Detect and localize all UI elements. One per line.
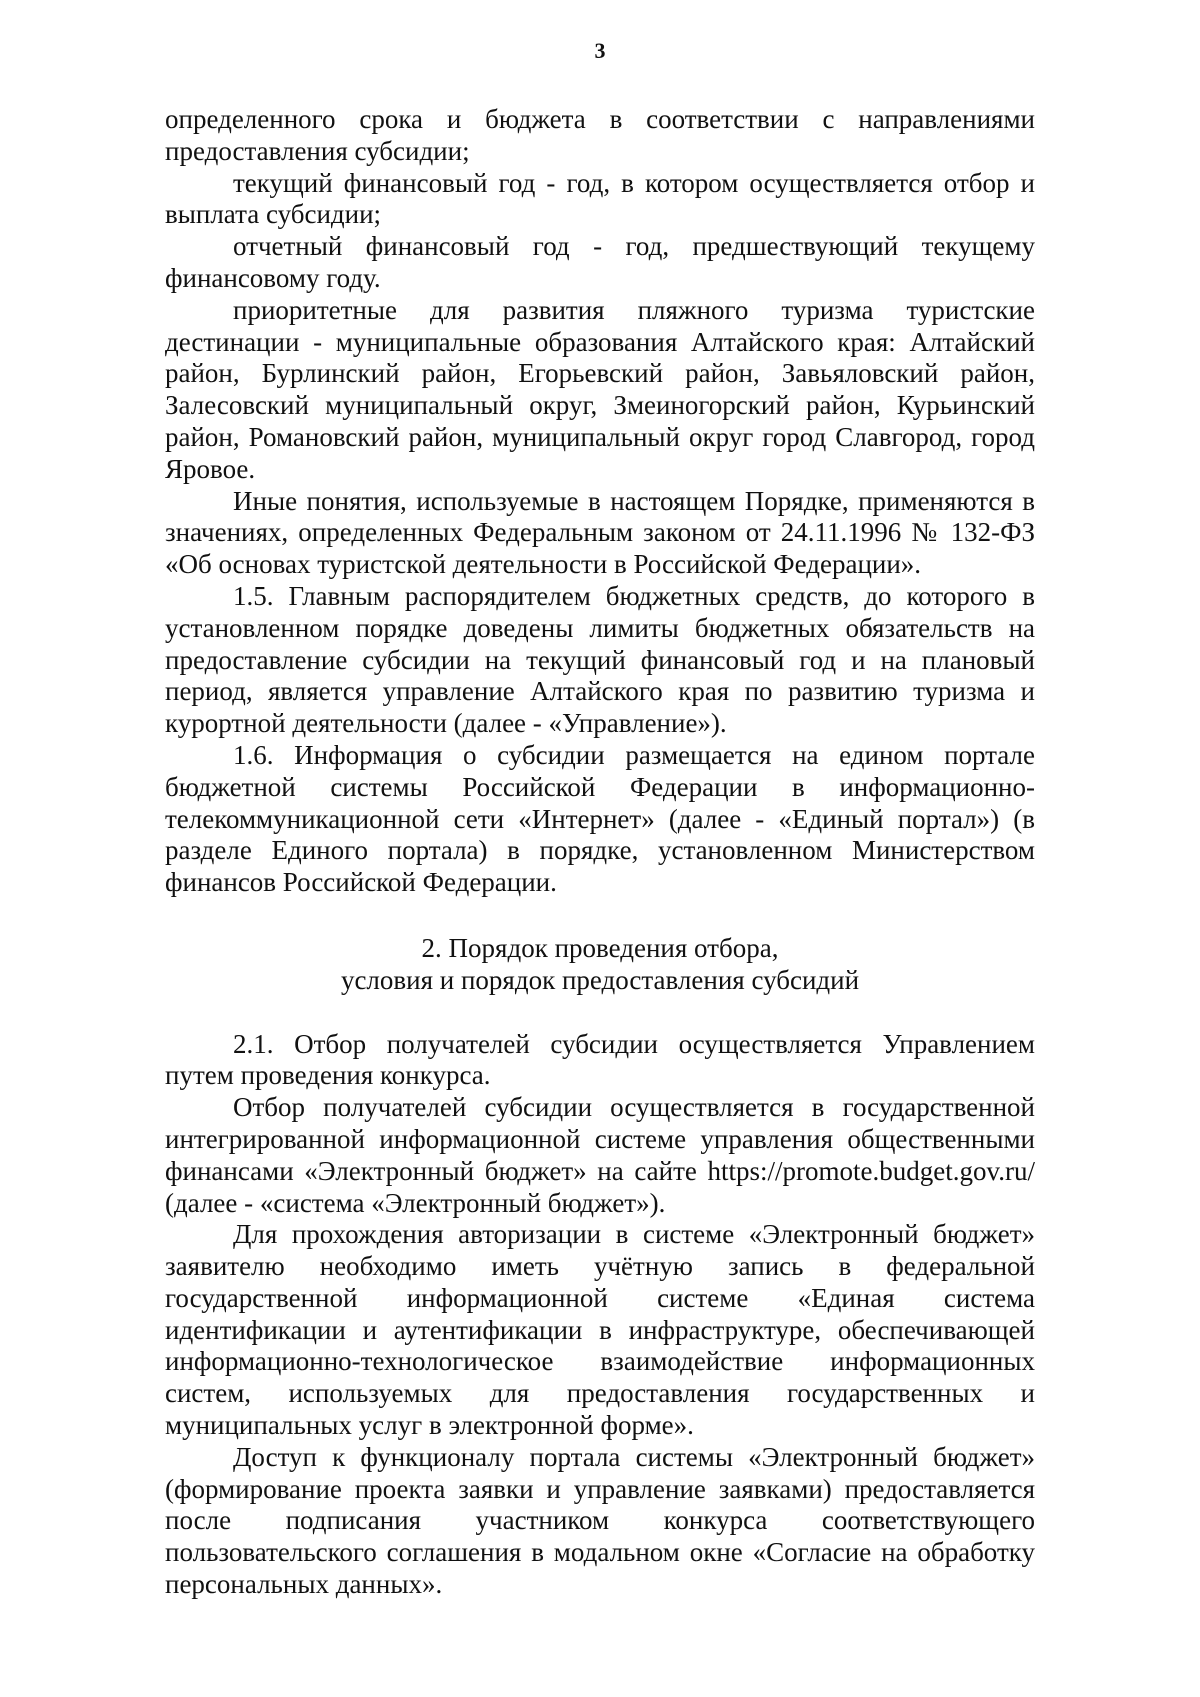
paragraph-2-1-selection: 2.1. Отбор получателей субсидии осуществляется Управлением путем проведения конкурса. — [165, 1028, 1035, 1091]
section-heading-line-2: условия и порядок предоставления субсидий — [340, 964, 860, 995]
paragraph-srok-budget: определенного срока и бюджета в соответствии с направлениями предоставления субсидии; — [165, 104, 1035, 166]
paragraph-authorization: Для прохождения авторизации в системе «Электронный бюджет» заявителю необходимо иметь учётную запись в федеральной государственной информационной системе «Единая система идентификации и аутентификации в инфраструктуре, обеспечивающей информационно-технологическое взаимодействие информационных систем, используемых для предоставления государственных и муниципальных услуг в электронной форме». — [165, 1219, 1035, 1441]
page-number: 3 — [594, 38, 606, 63]
paragraph-reporting-fiscal-year: отчетный финансовый год - год, предшествующий текущему финансовому году. — [165, 231, 1035, 293]
paragraph-portal-access: Доступ к функционалу портала системы «Электронный бюджет» (формирование проекта заявки и управление заявками) предоставляется после подписания участником конкурса соответствующего пользовательского соглашения в модальном окне «Согласие на обработку персональных данных». — [165, 1441, 1035, 1600]
section-2-heading — [165, 933, 1035, 997]
paragraph-priority-destinations: приоритетные для развития пляжного туризма туристские дестинации - муниципальные образования Алтайского края: Алтайский район, Бурлинский район, Егорьевский район, Завьяловский район, Залесовский муниципальный округ, Змеиногорский район, Курьинский район, Романовский район, муниципальный округ город Славгород, город Яровое. — [165, 294, 1035, 484]
paragraph-current-fiscal-year: текущий финансовый год - год, в котором осуществляется отбор и выплата субсидии; — [165, 167, 1035, 230]
paragraph-1-5-main-manager: 1.5. Главным распорядителем бюджетных средств, до которого в установленном порядке доведены лимиты бюджетных обязательств на предоставление субсидии на текущий финансовый год и на плановый период, является управление Алтайского края по развитию туризма и курортной деятельности (далее - «Управление»). — [165, 580, 1035, 739]
paragraph-other-terms: Иные понятия, используемые в настоящем Порядке, применяются в значениях, определенных Федеральным законом от 24.11.1996 № 132-ФЗ «Об основах туристской деятельности в Российской Федерации». — [165, 485, 1035, 580]
section-heading-line-1: 2. Порядок проведения отбора, — [421, 932, 779, 963]
paragraph-selection-system: Отбор получателей субсидии осуществляется в государственной интегрированной информационной системе управления общественными финансами «Электронный бюджет» на сайте https://promote.budget.gov.ru/ (далее - «система «Электронный бюджет»). — [165, 1092, 1035, 1218]
paragraph-1-6-information: 1.6. Информация о субсидии размещается на едином портале бюджетной системы Российской Федерации в информационно-телекоммуникационной сети «Интернет» (далее - «Единый портал») (в разделе Единого портала) в порядке, установленном Министерством финансов Российской Федерации. — [165, 739, 1035, 898]
document-body — [165, 104, 1035, 1601]
